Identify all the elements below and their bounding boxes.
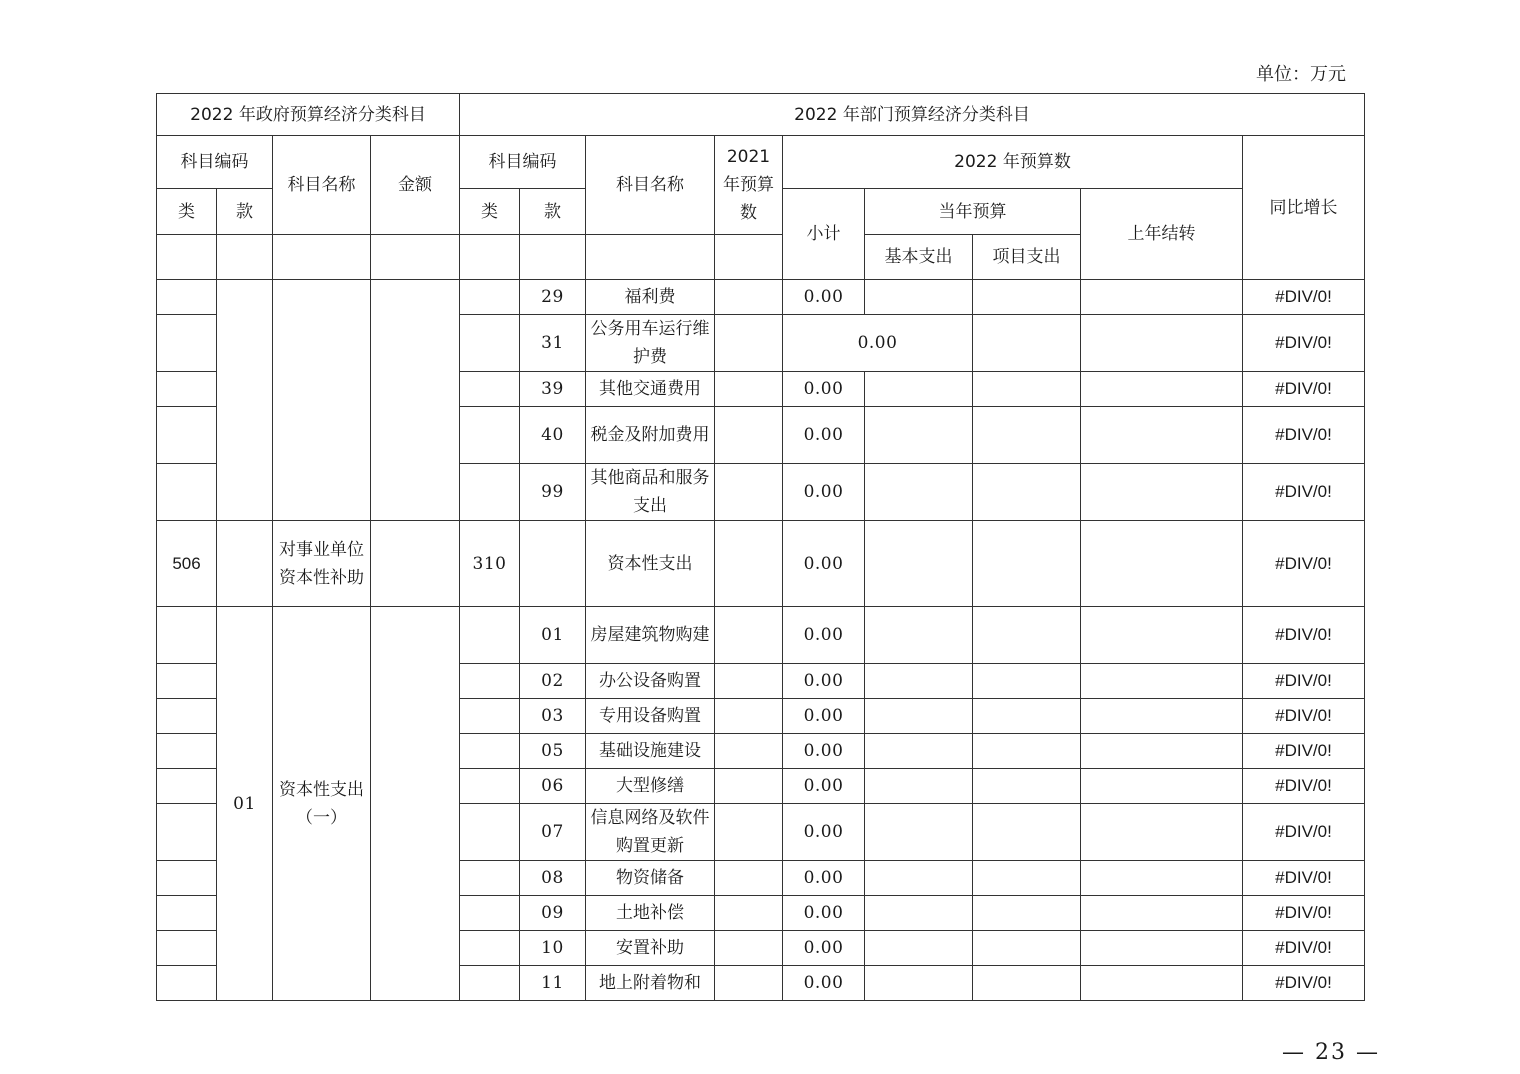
item-code-cell: 39 [520, 372, 586, 407]
item-name-cell: 办公设备购置 [586, 664, 715, 699]
dept-class-cell [460, 804, 520, 861]
dept-class-cell [460, 664, 520, 699]
carryover-cell [1081, 521, 1243, 607]
dept-class-cell [460, 861, 520, 896]
gov-class-cell [157, 664, 217, 699]
yoy-cell: #DIV/0! [1243, 699, 1365, 734]
subtotal-cell: 0.00 [783, 896, 865, 931]
project-expense-cell [973, 607, 1081, 664]
current-year-header: 当年预算 [865, 189, 1081, 235]
basic-expense-cell [865, 896, 973, 931]
budget-table [156, 93, 1365, 1001]
gov-code-header: 科目编码 [157, 136, 273, 189]
item-code-cell [520, 521, 586, 607]
gov-class-cell: 506 [157, 521, 217, 607]
basic-expense-cell [865, 407, 973, 464]
dept-class-cell [460, 931, 520, 966]
yoy-cell: #DIV/0! [1243, 280, 1365, 315]
prev-year-cell [715, 315, 783, 372]
item-name-cell: 专用设备购置 [586, 699, 715, 734]
dept-class-cell [460, 372, 520, 407]
dept-code-header: 科目编码 [460, 136, 586, 189]
carryover-cell [1081, 464, 1243, 521]
yoy-header: 同比增长 [1243, 136, 1365, 280]
item-code-cell: 08 [520, 861, 586, 896]
item-name-cell: 地上附着物和 [586, 966, 715, 1001]
item-name-cell: 资本性支出 [586, 521, 715, 607]
subtotal-header: 小计 [783, 189, 865, 280]
prev-year-cell [715, 280, 783, 315]
yoy-cell: #DIV/0! [1243, 664, 1365, 699]
basic-expense-cell [865, 664, 973, 699]
item-code-cell: 05 [520, 734, 586, 769]
item-code-cell: 06 [520, 769, 586, 804]
item-code-cell: 99 [520, 464, 586, 521]
basic-expense-cell [865, 372, 973, 407]
yoy-cell: #DIV/0! [1243, 769, 1365, 804]
dept-class-cell [460, 407, 520, 464]
carryover-cell [1081, 966, 1243, 1001]
gov-class-cell [157, 861, 217, 896]
basic-expense-header: 基本支出 [865, 235, 973, 280]
project-expense-cell [973, 372, 1081, 407]
carryover-cell [1081, 607, 1243, 664]
prev-year-cell [715, 931, 783, 966]
dept-class-cell [460, 896, 520, 931]
table-row [157, 521, 1365, 607]
item-code-cell: 10 [520, 931, 586, 966]
subtotal-cell: 0.00 [783, 664, 865, 699]
dept-class-cell [460, 607, 520, 664]
gov-item-header: 款 [217, 189, 273, 235]
subtotal-cell: 0.00 [783, 966, 865, 1001]
empty-cell [157, 235, 217, 280]
yoy-cell: #DIV/0! [1243, 966, 1365, 1001]
project-expense-cell [973, 664, 1081, 699]
item-code-cell: 11 [520, 966, 586, 1001]
item-name-cell: 福利费 [586, 280, 715, 315]
prev-year-cell [715, 372, 783, 407]
yoy-cell: #DIV/0! [1243, 315, 1365, 372]
empty-cell [586, 235, 715, 280]
yoy-cell: #DIV/0! [1243, 931, 1365, 966]
basic-expense-cell [865, 699, 973, 734]
item-code-cell: 31 [520, 315, 586, 372]
prev-year-cell [715, 521, 783, 607]
basic-expense-cell [865, 966, 973, 1001]
empty-cell [217, 235, 273, 280]
dept-section-title: 2022 年部门预算经济分类科目 [460, 94, 1365, 136]
dept-class-cell: 310 [460, 521, 520, 607]
subtotal-cell: 0.00 [783, 280, 865, 315]
subtotal-cell: 0.00 [783, 769, 865, 804]
empty-cell [273, 235, 371, 280]
table-row [157, 280, 1365, 315]
gov-class-cell [157, 804, 217, 861]
gov-amount-header: 金额 [371, 136, 460, 235]
project-expense-cell [973, 699, 1081, 734]
gov-item-cell [217, 521, 273, 607]
subtotal-cell: 0.00 [783, 607, 865, 664]
subtotal-cell: 0.00 [783, 931, 865, 966]
table-row [157, 607, 1365, 664]
carryover-cell [1081, 372, 1243, 407]
gov-item-cell: 01 [217, 607, 273, 1001]
item-name-cell: 物资储备 [586, 861, 715, 896]
item-name-cell: 土地补偿 [586, 896, 715, 931]
project-expense-cell [973, 521, 1081, 607]
item-name-cell: 基础设施建设 [586, 734, 715, 769]
dept-class-cell [460, 699, 520, 734]
gov-class-cell [157, 699, 217, 734]
gov-amount-cell [371, 607, 460, 1001]
subtotal-cell: 0.00 [783, 734, 865, 769]
subtotal-cell: 0.00 [783, 804, 865, 861]
gov-name-cell: 资本性支出（一） [273, 607, 371, 1001]
project-expense-header: 项目支出 [973, 235, 1081, 280]
subtotal-cell: 0.00 [783, 464, 865, 521]
subtotal-cell: 0.00 [783, 861, 865, 896]
project-expense-cell [973, 804, 1081, 861]
carryover-header: 上年结转 [1081, 189, 1243, 280]
empty-cell [520, 235, 586, 280]
yoy-cell: #DIV/0! [1243, 804, 1365, 861]
gov-class-cell [157, 464, 217, 521]
dept-item-header: 款 [520, 189, 586, 235]
basic-expense-cell [865, 804, 973, 861]
prev-year-cell [715, 896, 783, 931]
dept-class-cell [460, 464, 520, 521]
prev-year-cell [715, 769, 783, 804]
subtotal-cell: 0.00 [783, 315, 973, 372]
basic-expense-cell [865, 607, 973, 664]
subtotal-cell: 0.00 [783, 372, 865, 407]
gov-name-cell: 对事业单位资本性补助 [273, 521, 371, 607]
item-code-cell: 01 [520, 607, 586, 664]
gov-class-cell [157, 607, 217, 664]
project-expense-cell [973, 407, 1081, 464]
item-code-cell: 02 [520, 664, 586, 699]
gov-class-cell [157, 769, 217, 804]
carryover-cell [1081, 664, 1243, 699]
gov-class-cell [157, 931, 217, 966]
dept-name-header: 科目名称 [586, 136, 715, 235]
carryover-cell [1081, 769, 1243, 804]
yoy-cell: #DIV/0! [1243, 607, 1365, 664]
basic-expense-cell [865, 521, 973, 607]
basic-expense-cell [865, 769, 973, 804]
item-name-cell: 其他交通费用 [586, 372, 715, 407]
gov-name-cell [273, 280, 371, 521]
prev-year-cell [715, 734, 783, 769]
empty-cell [460, 235, 520, 280]
yoy-cell: #DIV/0! [1243, 464, 1365, 521]
item-code-cell: 29 [520, 280, 586, 315]
subtotal-cell: 0.00 [783, 407, 865, 464]
item-code-cell: 40 [520, 407, 586, 464]
prev-year-cell [715, 861, 783, 896]
carryover-cell [1081, 315, 1243, 372]
yoy-cell: #DIV/0! [1243, 521, 1365, 607]
prev-year-cell [715, 464, 783, 521]
gov-class-header: 类 [157, 189, 217, 235]
item-name-cell: 房屋建筑物购建 [586, 607, 715, 664]
project-expense-cell [973, 315, 1081, 372]
unit-label: 单位：万元 [1256, 64, 1346, 85]
yoy-cell: #DIV/0! [1243, 734, 1365, 769]
budget-2022-header: 2022 年预算数 [783, 136, 1243, 189]
yoy-cell: #DIV/0! [1243, 407, 1365, 464]
dept-class-cell [460, 280, 520, 315]
dept-class-cell [460, 966, 520, 1001]
dept-class-cell [460, 734, 520, 769]
item-code-cell: 09 [520, 896, 586, 931]
subtotal-cell: 0.00 [783, 521, 865, 607]
carryover-cell [1081, 734, 1243, 769]
gov-class-cell [157, 896, 217, 931]
gov-name-header: 科目名称 [273, 136, 371, 235]
prev-year-cell [715, 966, 783, 1001]
prev-year-cell [715, 407, 783, 464]
carryover-cell [1081, 931, 1243, 966]
project-expense-cell [973, 280, 1081, 315]
basic-expense-cell [865, 464, 973, 521]
dept-class-header: 类 [460, 189, 520, 235]
gov-class-cell [157, 280, 217, 315]
gov-class-cell [157, 315, 217, 372]
project-expense-cell [973, 966, 1081, 1001]
gov-class-cell [157, 372, 217, 407]
item-code-cell: 07 [520, 804, 586, 861]
item-name-cell: 其他商品和服务支出 [586, 464, 715, 521]
project-expense-cell [973, 769, 1081, 804]
gov-class-cell [157, 966, 217, 1001]
item-name-cell: 公务用车运行维护费 [586, 315, 715, 372]
carryover-cell [1081, 280, 1243, 315]
yoy-cell: #DIV/0! [1243, 861, 1365, 896]
empty-cell [371, 235, 460, 280]
page-number: — 23 — [1282, 1040, 1380, 1065]
basic-expense-cell [865, 734, 973, 769]
prev-year-header: 2021年预算数 [715, 136, 783, 235]
gov-item-cell [217, 280, 273, 521]
project-expense-cell [973, 861, 1081, 896]
carryover-cell [1081, 861, 1243, 896]
gov-amount-cell [371, 280, 460, 521]
dept-class-cell [460, 769, 520, 804]
basic-expense-cell [865, 861, 973, 896]
prev-year-cell [715, 804, 783, 861]
project-expense-cell [973, 734, 1081, 769]
subtotal-cell: 0.00 [783, 699, 865, 734]
yoy-cell: #DIV/0! [1243, 896, 1365, 931]
prev-year-cell [715, 664, 783, 699]
project-expense-cell [973, 464, 1081, 521]
prev-year-cell [715, 607, 783, 664]
item-name-cell: 税金及附加费用 [586, 407, 715, 464]
project-expense-cell [973, 931, 1081, 966]
item-name-cell: 信息网络及软件购置更新 [586, 804, 715, 861]
carryover-cell [1081, 804, 1243, 861]
prev-year-cell [715, 699, 783, 734]
item-name-cell: 安置补助 [586, 931, 715, 966]
carryover-cell [1081, 896, 1243, 931]
item-code-cell: 03 [520, 699, 586, 734]
gov-class-cell [157, 734, 217, 769]
gov-section-title: 2022 年政府预算经济分类科目 [157, 94, 460, 136]
item-name-cell: 大型修缮 [586, 769, 715, 804]
empty-cell [715, 235, 783, 280]
dept-class-cell [460, 315, 520, 372]
yoy-cell: #DIV/0! [1243, 372, 1365, 407]
gov-class-cell [157, 407, 217, 464]
gov-amount-cell [371, 521, 460, 607]
project-expense-cell [973, 896, 1081, 931]
carryover-cell [1081, 407, 1243, 464]
basic-expense-cell [865, 931, 973, 966]
carryover-cell [1081, 699, 1243, 734]
basic-expense-cell [865, 280, 973, 315]
